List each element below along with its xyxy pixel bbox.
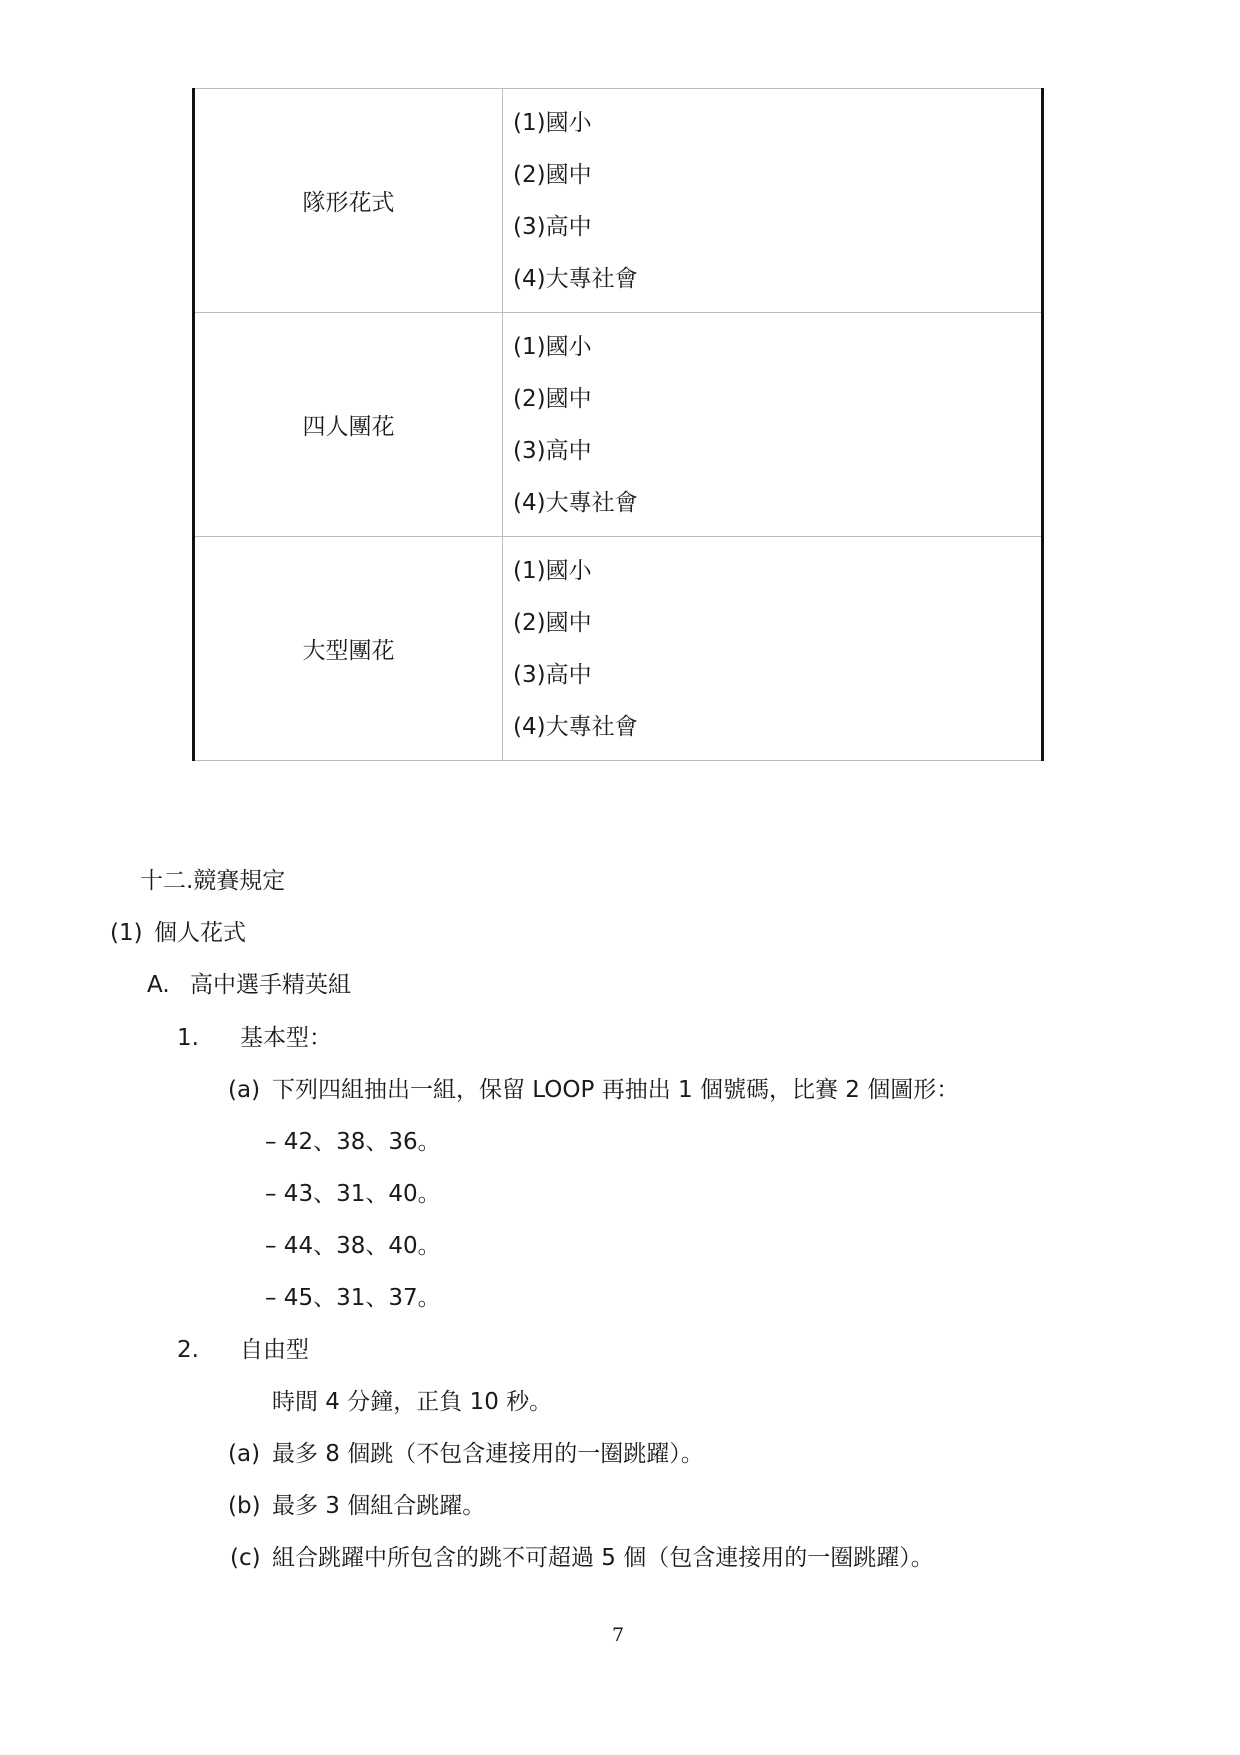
item2-number: 2. <box>177 1337 199 1363</box>
item1-number: 1. <box>177 1025 199 1051</box>
level-item: (2)國中 <box>513 609 592 636</box>
table-row <box>194 89 1043 313</box>
item2a-text: 最多 8 個跳（不包含連接用的一圈跳躍）。 <box>272 1441 704 1467</box>
level-item: (2)國中 <box>513 161 592 188</box>
sub1-label: 個人花式 <box>154 920 246 946</box>
category-cell: 大型團花 <box>194 537 503 761</box>
subA-number: A. <box>147 972 170 998</box>
item2b-text: 最多 3 個組合跳躍。 <box>272 1493 486 1519</box>
level-item: (3)高中 <box>513 661 592 688</box>
level-item: (1)國小 <box>513 109 592 136</box>
levels-cell <box>503 313 1043 537</box>
levels-cell <box>503 537 1043 761</box>
table-row <box>194 537 1043 761</box>
level-item: (3)高中 <box>513 437 592 464</box>
item1a-text: 下列四組抽出一組，保留 LOOP 再抽出 1 個號碼，比賽 2 個圖形： <box>272 1077 960 1103</box>
item2-time: 時間 4 分鐘，正負 10 秒。 <box>272 1389 553 1415</box>
category-cell: 四人團花 <box>194 313 503 537</box>
group-item: – 45、31、37。 <box>265 1285 441 1311</box>
level-item: (2)國中 <box>513 385 592 412</box>
level-item: (1)國小 <box>513 557 592 584</box>
level-item: (4)大專社會 <box>513 713 638 740</box>
levels-cell <box>503 89 1043 313</box>
item2a-number: (a) <box>228 1441 261 1467</box>
item2c-number: (c) <box>230 1545 261 1571</box>
level-item: (4)大專社會 <box>513 265 638 292</box>
group-item: – 43、31、40。 <box>265 1181 441 1207</box>
section-title: 十二.競賽規定 <box>140 868 286 894</box>
item1a-number: (a) <box>228 1077 261 1103</box>
group-item: – 42、38、36。 <box>265 1129 441 1155</box>
category-table <box>192 88 1044 761</box>
group-item: – 44、38、40。 <box>265 1233 441 1259</box>
page-number: 7 <box>612 1624 625 1646</box>
sub1-number: (1) <box>110 920 143 946</box>
item1-label: 基本型： <box>240 1025 332 1051</box>
item2b-number: (b) <box>228 1493 261 1519</box>
level-item: (4)大專社會 <box>513 489 638 516</box>
category-cell: 隊形花式 <box>194 89 503 313</box>
item2-label: 自由型 <box>240 1337 309 1363</box>
table-row <box>194 313 1043 537</box>
subA-label: 高中選手精英組 <box>190 972 351 998</box>
level-item: (3)高中 <box>513 213 592 240</box>
level-item: (1)國小 <box>513 333 592 360</box>
item2c-text: 組合跳躍中所包含的跳不可超過 5 個（包含連接用的一圈跳躍）。 <box>272 1545 934 1571</box>
